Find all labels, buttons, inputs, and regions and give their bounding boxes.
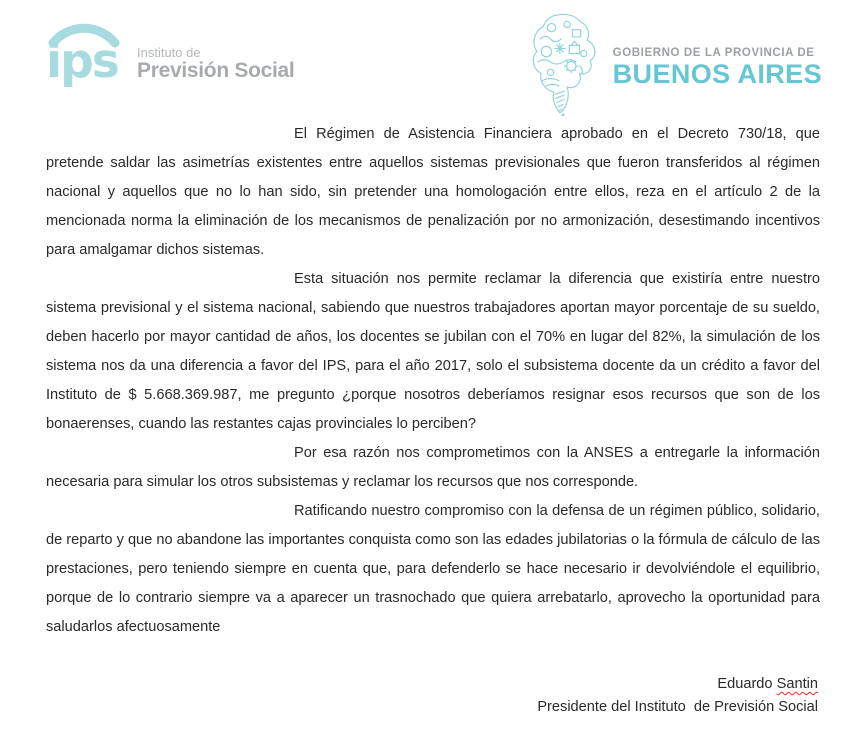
signature-title: Presidente del Instituto de Previsión Social — [537, 699, 818, 715]
ips-org-line1: Instituto de — [137, 45, 201, 60]
ips-org-line2: Previsión Social — [137, 59, 295, 82]
buenos-aires-map-wrap — [523, 12, 603, 116]
signature-last-name: Santin — [776, 676, 818, 692]
signature-first-name: Eduardo — [717, 676, 773, 692]
letter-paragraph: El Régimen de Asistencia Financiera aprobado en el Decreto 730/18, que pretende saldar las asimetrías existentes entre aquellos sistemas previsionales que fueron transferidos al régimen nacional y aquellos que no lo han sido, sin pretender una homologación entre ellos, reza en el artículo 2 de la mencionada norma la eliminación de los mecanismos de penalización por no armonización, desestimando incentivos para amalgamar dichos sistemas. — [46, 126, 820, 258]
gov-logo — [523, 12, 822, 116]
buenos-aires-map-icon — [523, 12, 603, 116]
letterhead — [0, 0, 864, 118]
gov-line2: BUENOS AIRES — [612, 59, 822, 89]
letter-paragraph: Ratificando nuestro compromiso con la defensa de un régimen público, solidario, de reparto y que no abandone las importantes conquista como son las edades jubilatorias o la fórmula de cálculo de las prestaciones, pero teniendo siempre en cuenta que, para defenderlo se hace necesario ir devolviéndole el equilibrio, porque de lo contrario siempre va a aparecer un trasnochado que quiera arrebatarlo, aprovecho la oportunidad para saludarlos afectuosamente — [46, 503, 820, 635]
ips-logo — [46, 20, 295, 89]
gov-org-name — [613, 12, 822, 88]
gov-line1: GOBIERNO DE LA PROVINCIA DE — [612, 47, 815, 59]
signature-block — [46, 673, 818, 719]
letter-paragraph: Por esa razón nos comprometimos con la ANSES a entregarle la información necesaria para simular los otros subsistemas y reclamar los recursos que nos corresponde. — [46, 445, 820, 490]
letter-paragraph: Esta situación nos permite reclamar la diferencia que existiría entre nuestro sistema previsional y el sistema nacional, sabiendo que nuestros trabajadores aportan mayor porcentaje de su sueldo, deben hacerlo por mayor cantidad de años, los docentes se jubilan con el 70% en lugar del 82%, la simulación de los sistema nos da una diferencia a favor del IPS, para el año 2017, solo el subsistema docente da un crédito a favor del Instituto de $ 5.668.369.987, me pregunto ¿porque nosotros deberíamos resignar esos recursos que son de los bonaerenses, cuando las restantes cajas provinciales lo perciben? — [46, 271, 820, 432]
signature-name — [46, 673, 818, 696]
ips-org-name — [137, 20, 294, 82]
ips-logo-mark — [46, 20, 124, 89]
ips-acronym: ips — [46, 34, 118, 89]
letter-body — [46, 120, 820, 642]
